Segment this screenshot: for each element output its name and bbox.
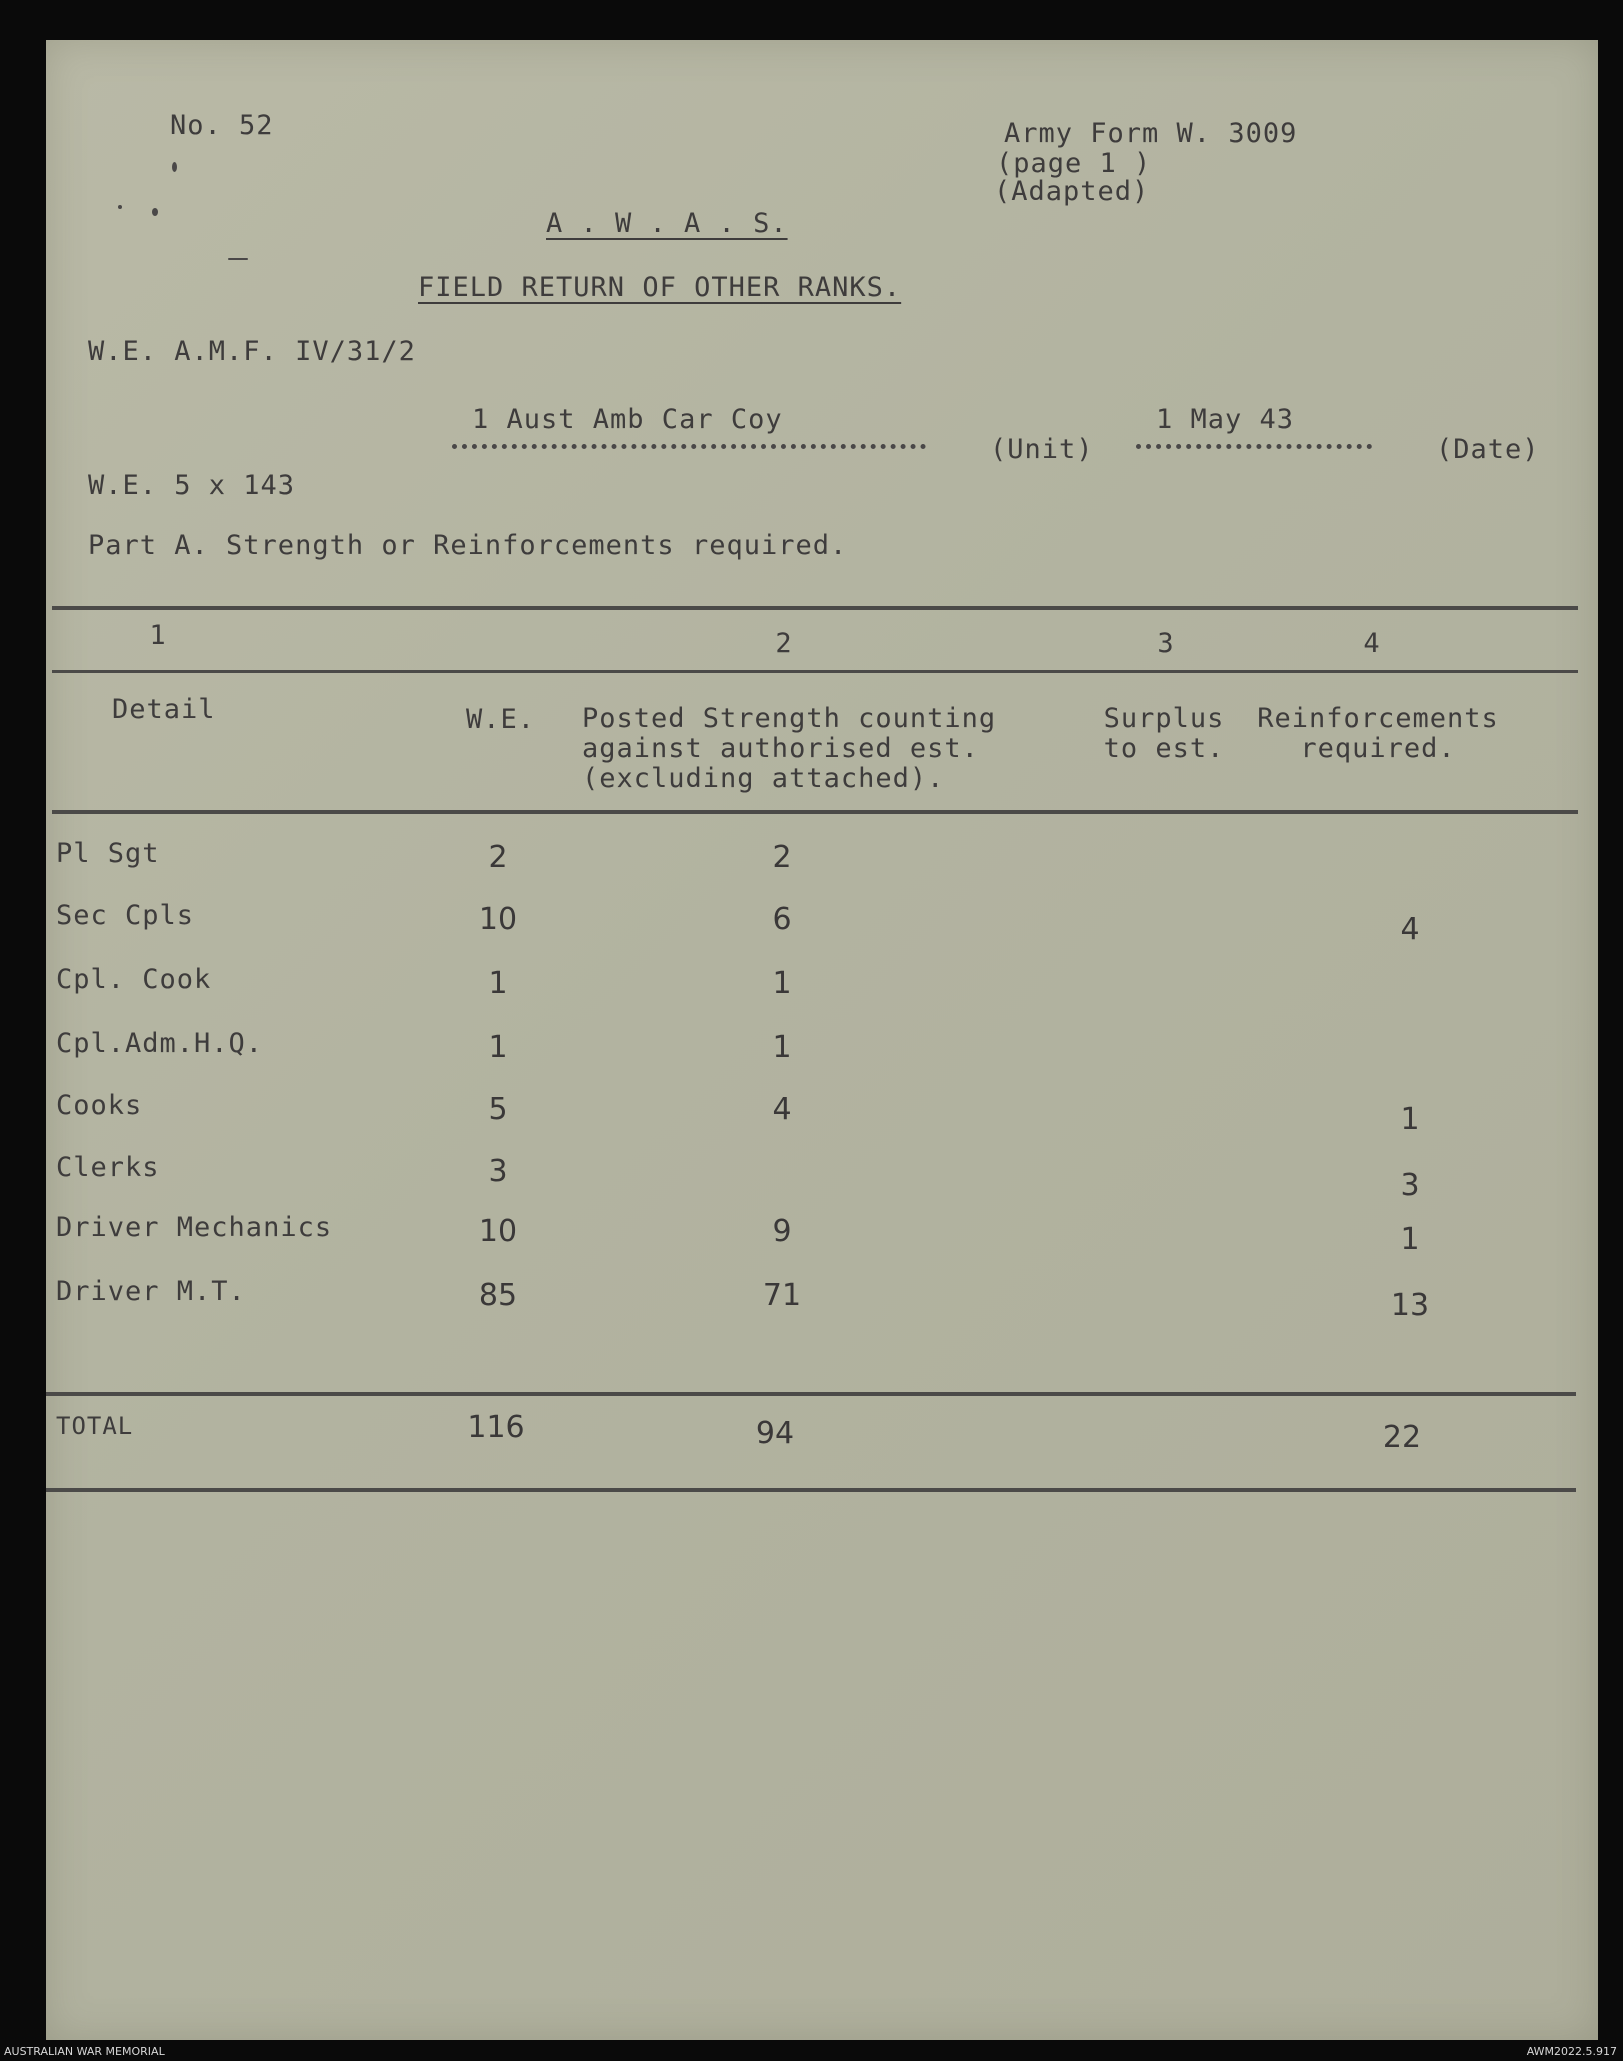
ink-mark: [118, 205, 122, 209]
ink-mark: [172, 162, 177, 172]
form-reference-line-1: Army Form W. 3009: [1004, 118, 1298, 149]
row-posted: 6: [772, 902, 792, 937]
archive-name: AUSTRALIAN WAR MEMORIAL: [4, 2045, 165, 2058]
total-bottom-rule: [46, 1488, 1576, 1492]
ink-mark: [152, 208, 158, 216]
total-posted: 94: [755, 1416, 795, 1451]
header-surplus: Surplus to est.: [1103, 703, 1225, 764]
row-detail: Clerks: [56, 1152, 160, 1183]
row-detail: Cooks: [56, 1090, 143, 1121]
column-number-4: 4: [1363, 628, 1381, 659]
archive-reference: AWM2022.5.917: [1526, 2045, 1617, 2058]
column-number-2: 2: [775, 628, 793, 659]
header-posted-strength: Posted Strength counting against authorised est. (excluding attached).: [582, 703, 997, 794]
header-we: W.E.: [466, 704, 536, 735]
row-reinforcements: 4: [1400, 912, 1420, 947]
row-we: 1: [488, 1030, 508, 1065]
row-detail: Pl Sgt: [56, 838, 160, 869]
row-we: 3: [488, 1154, 508, 1189]
row-we: 2: [488, 840, 508, 875]
row-reinforcements: 3: [1400, 1168, 1420, 1203]
row-detail: Driver Mechanics: [56, 1212, 333, 1243]
document-title: FIELD RETURN OF OTHER RANKS.: [418, 272, 902, 303]
table-top-rule: [52, 606, 1578, 610]
row-we: 1: [488, 966, 508, 1001]
row-we: 85: [478, 1278, 518, 1313]
date-label: (Date): [1436, 434, 1540, 465]
document-page: [46, 40, 1598, 2040]
row-detail: Driver M.T.: [56, 1276, 246, 1307]
ink-mark: [228, 258, 248, 260]
header-reinforcements: Reinforcements required.: [1257, 703, 1499, 764]
unit-dotted-line: [452, 444, 926, 449]
row-we: 10: [478, 902, 518, 937]
date-value: 1 May 43: [1156, 404, 1295, 435]
total-reinforcements: 22: [1382, 1420, 1422, 1455]
row-posted: 71: [762, 1278, 802, 1313]
header-detail: Detail: [112, 694, 216, 725]
row-reinforcements: 13: [1390, 1288, 1430, 1323]
total-we: 116: [467, 1410, 525, 1445]
we-number: W.E. 5 x 143: [88, 470, 296, 501]
row-detail: Cpl. Cook: [56, 964, 212, 995]
unit-label: (Unit): [990, 434, 1094, 465]
row-posted: 9: [772, 1214, 792, 1249]
form-reference-line-3: (Adapted): [994, 176, 1150, 207]
date-dotted-line: [1136, 444, 1372, 449]
form-reference-line-2: (page 1 ): [996, 148, 1152, 179]
total-top-rule: [46, 1392, 1576, 1396]
row-posted: 1: [772, 1030, 792, 1065]
header-bottom-rule: [52, 810, 1578, 814]
column-number-rule: [52, 670, 1578, 673]
row-posted: 1: [772, 966, 792, 1001]
total-label: TOTAL: [56, 1412, 134, 1440]
row-detail: Cpl.Adm.H.Q.: [56, 1028, 264, 1059]
column-number-1: 1: [149, 620, 167, 651]
row-we: 10: [478, 1214, 518, 1249]
column-number-3: 3: [1157, 628, 1175, 659]
row-reinforcements: 1: [1400, 1222, 1420, 1257]
we-reference: W.E. A.M.F. IV/31/2: [88, 336, 416, 367]
archive-footer: [0, 2043, 1623, 2061]
row-posted: 4: [772, 1092, 792, 1127]
row-reinforcements: 1: [1400, 1102, 1420, 1137]
unit-value: 1 Aust Amb Car Coy: [472, 404, 783, 435]
row-posted: 2: [772, 840, 792, 875]
part-heading: Part A. Strength or Reinforcements required.: [88, 530, 848, 561]
row-detail: Sec Cpls: [56, 900, 195, 931]
row-we: 5: [488, 1092, 508, 1127]
document-number: No. 52: [170, 110, 274, 141]
service-heading: A . W . A . S.: [546, 208, 788, 239]
